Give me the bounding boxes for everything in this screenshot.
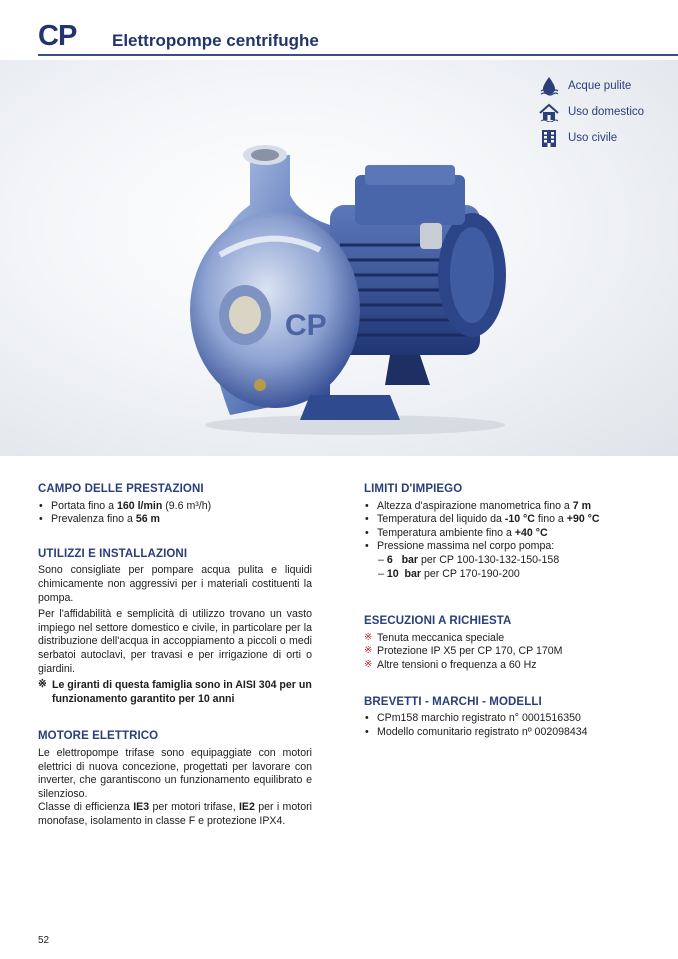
legend-item-clean-water [538, 73, 644, 99]
list-item: • Portata fino a 160 l/min (9.6 m³/h) [38, 500, 312, 514]
section-limits [364, 483, 634, 581]
section-performance [38, 483, 312, 527]
section-patents [364, 696, 634, 740]
list-item: • Temperatura ambiente fino a +40 °C [364, 527, 634, 541]
product-code: CP [38, 20, 77, 52]
note-mark-icon: ※ [38, 678, 47, 691]
legend-label: Acque pulite [568, 80, 632, 92]
list-item: ※ Tenuta meccanica speciale [364, 632, 634, 646]
pump-illustration [190, 135, 520, 440]
section-heading: ESECUZIONI A RICHIESTA [364, 615, 512, 628]
list-item: ※ Altre tensioni o frequenza a 60 Hz [364, 659, 634, 673]
list-item: • Temperatura del liquido da -10 °C fino a +90 °C [364, 513, 634, 527]
page-number: 52 [38, 935, 50, 946]
header-rule [38, 54, 678, 56]
building-icon [538, 127, 560, 149]
application-legend [538, 73, 644, 151]
section-heading: MOTORE ELETTRICO [38, 730, 159, 743]
list-item: • Altezza d'aspirazione manometrica fino a 7 m [364, 500, 634, 514]
list-item: • Prevalenza fino a 56 m [38, 513, 312, 527]
section-uses [38, 548, 312, 707]
right-column [364, 483, 634, 739]
list-item: ※ Protezione IP X5 per CP 170, CP 170M [364, 645, 634, 659]
page-title: Elettropompe centrifughe [112, 31, 319, 50]
paragraph: Classe di efficienza IE3 per motori trifase, IE2 per i motori monofase, isolamento in classe F e protezione IPX4. [38, 801, 312, 827]
paragraph: Sono consigliate per pompare acqua pulita e liquidi chimicamente non aggressivi per i materiali costituenti la pompa. [38, 564, 312, 604]
impeller-note: ※ Le giranti di questa famiglia sono in AISI 304 per un funzionamento garantito per 10 anni [38, 678, 312, 705]
legend-item-domestic [538, 99, 644, 125]
list-subitem: – 10 bar per CP 170-190-200 [378, 567, 520, 580]
section-heading: CAMPO DELLE PRESTAZIONI [38, 483, 204, 495]
legend-item-civil [538, 125, 644, 151]
list-item: • Pressione massima nel corpo pompa: [364, 540, 634, 554]
paragraph: Per l'affidabilità e semplicità di utilizzo trovano un vasto impiego nel settore domestico e civile, in particolare per la distribuzione dell'acqua in accoppiamento a piccoli o medi serbatoi autoclavi, per travasi e per irrigazione di orti o giardini. [38, 608, 312, 675]
section-heading: LIMITI D'IMPIEGO [364, 483, 463, 495]
section-heading: UTILIZZI E INSTALLAZIONI [38, 547, 188, 560]
list-item: • CPm158 marchio registrato n° 0001516350 [364, 712, 634, 726]
paragraph: Le elettropompe trifase sono equipaggiate con motori elettrici di nuova concezione, progettati per lavorare con inverter, che garantiscono un funzionamento equilibrato e silenzioso. [38, 746, 312, 800]
section-on-request [364, 615, 634, 672]
list-item: • Modello comunitario registrato nº 002098434 [364, 726, 634, 740]
left-column [38, 483, 312, 831]
list-subitem: – 6 bar per CP 100-130-132-150-158 [378, 553, 560, 566]
house-icon [538, 101, 560, 123]
water-drop-icon [538, 75, 560, 97]
legend-label: Uso civile [568, 132, 618, 144]
page-header [0, 0, 678, 62]
section-heading: BREVETTI - MARCHI - MODELLI [364, 695, 542, 708]
pump-logo: CP [285, 309, 327, 342]
legend-label: Uso domestico [568, 106, 645, 118]
section-motor [38, 730, 312, 828]
